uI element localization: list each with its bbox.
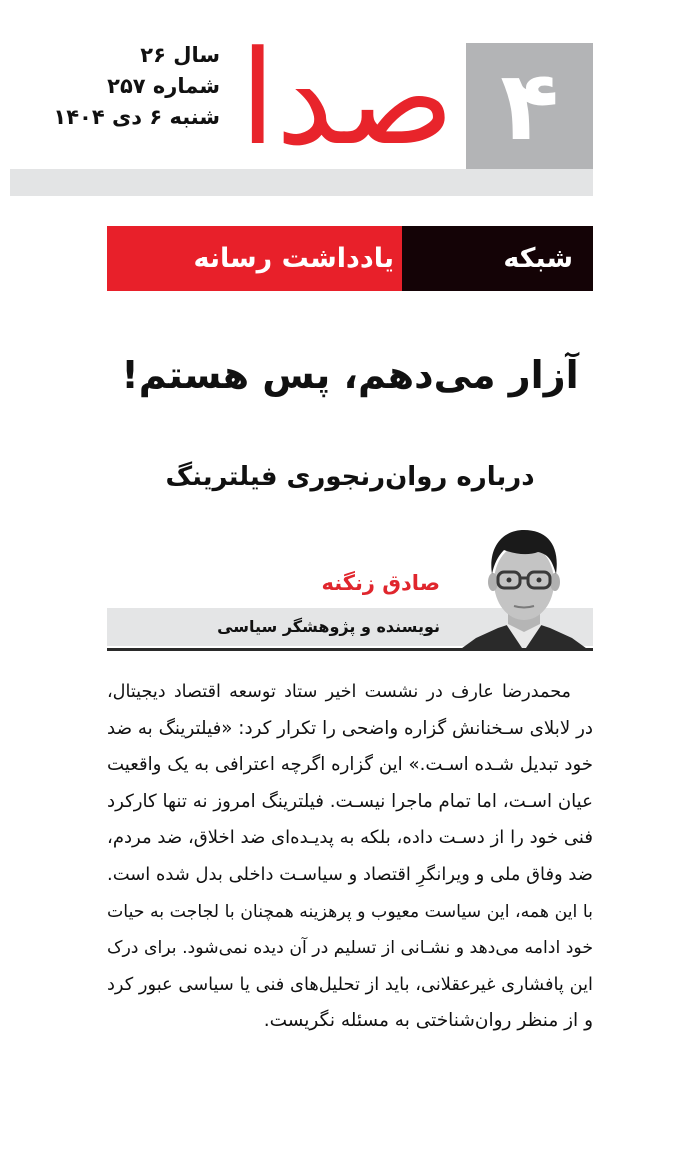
issue-date: شنبه ۶ دی ۱۴۰۴ bbox=[53, 105, 220, 129]
issue-number: شماره ۲۵۷ bbox=[107, 74, 220, 98]
body-line: محمدرضا عارف در نشست اخیر ستاد توسعه اقتصاد دیجیتال، bbox=[107, 682, 571, 702]
issue-info bbox=[50, 40, 220, 133]
section-name: شبکه bbox=[503, 243, 573, 274]
author-divider bbox=[107, 648, 593, 651]
body-line: خود تبدیل شـده اسـت.» این گزاره اگرچه اعترافی به یک واقعیت bbox=[107, 754, 593, 776]
newspaper-logo bbox=[236, 28, 458, 169]
author-photo bbox=[458, 520, 590, 651]
body-line: فنی خود را از دسـت داده، بلکه به پدیـده‌ای ضد اخلاق، ضد مردم، bbox=[107, 827, 593, 849]
body-line: ضد وفاق ملی و ویرانگرِ اقتصاد و سیاسـت داخلی بدل شده است. bbox=[107, 863, 593, 885]
section-label bbox=[402, 226, 593, 291]
column-label bbox=[107, 226, 402, 291]
body-line: با این همه، این سیاست معیوب و پرهزینه همچنان با لجاجت به حیات bbox=[107, 901, 593, 922]
section-bar bbox=[107, 226, 593, 291]
issue-year: سال ۲۶ bbox=[140, 43, 220, 67]
article-body bbox=[107, 674, 593, 1040]
masthead-divider-band bbox=[10, 169, 593, 196]
author-role: نویسنده و پژوهشگر سیاسی bbox=[217, 617, 440, 636]
article-subheadline: درباره روان‌رنجوری فیلترینگ bbox=[165, 462, 535, 492]
body-line: در لابلای سـخنانش گزاره واضحی را تکرار کرد: «فیلترینگ به ضد bbox=[107, 717, 593, 739]
body-line: این پافشاری غیرعقلانی، باید از تحلیل‌های فنی یا سیاسی عبور کرد bbox=[107, 973, 593, 995]
logo-text: صدا bbox=[239, 28, 455, 169]
body-line: خود ادامه می‌دهد و نشـانی از تسلیم در آن دیده نمی‌شود. برای درک bbox=[107, 938, 593, 959]
author-portrait-icon bbox=[458, 520, 590, 651]
page-number-box bbox=[466, 43, 593, 169]
column-name: یادداشت رسانه bbox=[193, 243, 394, 274]
body-line: و از منظر روان‌شناختی به مسئله نگریست. bbox=[263, 1010, 593, 1032]
body-line: عیان اسـت، اما تمام ماجرا نیسـت. فیلترینگ امروز نه تنها کارکرد bbox=[107, 790, 593, 812]
article-headline: آزار می‌دهم، پس هستم! bbox=[121, 353, 579, 397]
author-name: صادق زنگنه bbox=[321, 571, 440, 595]
page-number: ۴ bbox=[500, 50, 559, 162]
